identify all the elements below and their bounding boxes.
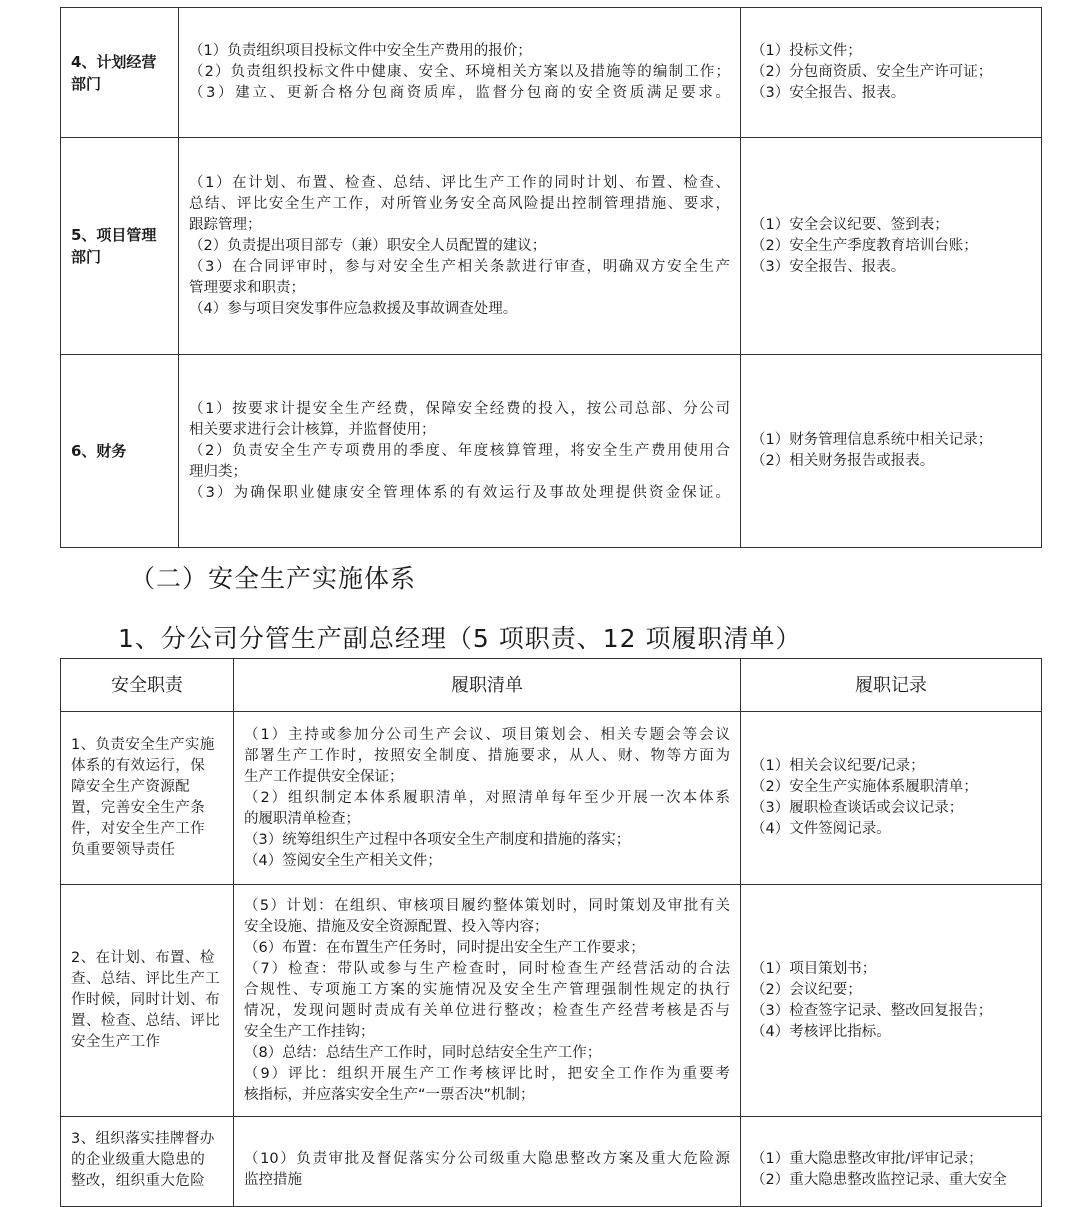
table-row <box>61 138 1042 355</box>
safety-duty-line: 安全生产工作 <box>71 1034 161 1050</box>
department-duties-line: 理归类； <box>189 463 247 480</box>
safety-duty-line: 1、负责安全生产实施 <box>71 737 215 753</box>
department-records-line: （1）投标文件； <box>751 43 862 59</box>
safety-duty-line: 整改，组织重大危险 <box>71 1173 206 1189</box>
department-duties-line: （2）负责组织投标文件中健康、安全、环境相关方案以及措施等的编制工作； <box>189 64 730 80</box>
safety-duty <box>61 712 234 885</box>
header-safety-duty: 安全职责 <box>61 659 234 712</box>
department-name <box>61 138 179 355</box>
department-duties <box>179 138 741 355</box>
table-header-row <box>61 659 1042 712</box>
duty-list-line: 情况，发现问题时责成有关单位进行整改；检查生产经营考核是否与 <box>244 1002 730 1019</box>
duty-records-line: （2）会议纪要； <box>751 981 862 998</box>
department-records-line: （2）安全生产季度教育培训台账； <box>751 237 978 254</box>
duty-records-line: （1）重大隐患整改审批/评审记录； <box>751 1151 983 1167</box>
department-duties-line: 相关要求进行会计核算，并监督使用； <box>189 421 436 438</box>
department-name-line: 6、财务 <box>71 442 127 460</box>
safety-duty-line: 负重要领导责任 <box>71 842 176 858</box>
table-row <box>61 8 1042 138</box>
department-records <box>741 138 1042 355</box>
duty-records-line: （1）相关会议纪要/记录； <box>751 758 925 774</box>
table-row <box>61 712 1042 885</box>
duty-list-line: （10）负责审批及督促落实分公司级重大隐患整改方案及重大危险源 <box>244 1151 730 1167</box>
department-name-line: 4、计划经营 <box>71 52 157 71</box>
safety-duty-line: 的企业级重大隐患的 <box>71 1152 206 1168</box>
department-records <box>741 355 1042 548</box>
department-duties-line: （1）按要求计提安全生产经费，保障安全经费的投入，按公司总部、分公司 <box>189 400 730 417</box>
duty-list-line: （5）计划：在组织、审核项目履约整体策划时，同时策划及审批有关 <box>244 897 730 914</box>
duty-records-line: （4）文件签阅记录。 <box>751 821 891 837</box>
safety-duty-line: 置、检查、总结、评比 <box>71 1013 220 1029</box>
duty-records-line: （3）检查签字记录、整改回复报告； <box>751 1002 993 1019</box>
department-name-line: 部门 <box>71 248 102 266</box>
safety-duty-line: 件，对安全生产工作 <box>71 821 206 837</box>
department-records-line: （1）财务管理信息系统中相关记录； <box>751 432 993 448</box>
department-duties-line: （2）负责提出项目部专（兼）职安全人员配置的建议； <box>189 237 547 254</box>
duty-list-line: （2）组织制定本体系履职清单，对照清单每年至少开展一次本体系 <box>244 789 730 806</box>
safety-duty-line: 2、在计划、布置、检 <box>71 950 215 966</box>
safety-duty-line: 障安全生产资源配 <box>71 779 191 795</box>
duty-list <box>234 1117 741 1207</box>
safety-duty-line: 体系的有效运行，保 <box>71 758 206 774</box>
department-records-line: （1）安全会议纪要、签到表； <box>751 216 949 233</box>
duty-list-line: 安全设施、措施及安全资源配置、投入等内容； <box>244 918 549 935</box>
duty-list-line: 的履职清单检查； <box>244 810 360 827</box>
safety-duty-line: 置，完善安全生产条 <box>71 800 206 816</box>
duty-records-line: （1）项目策划书； <box>751 960 877 977</box>
table-row <box>61 1117 1042 1207</box>
department-duties <box>179 355 741 548</box>
duty-list-line: 核指标，并应落实安全生产“一票否决”机制； <box>244 1086 535 1103</box>
department-name <box>61 355 179 548</box>
duty-list-line: 部署生产工作时，按照安全制度、措施要求，从人、财、物等方面为 <box>244 747 730 764</box>
department-duties-line: （2）负责安全生产专项费用的季度、年度核算管理，将安全生产费用使用合 <box>189 442 730 459</box>
duty-list <box>234 712 741 885</box>
duty-records-line: （3）履职检查谈话或会议记录； <box>751 800 964 816</box>
duty-records <box>741 1117 1042 1207</box>
duty-records-line: （4）考核评比指标。 <box>751 1023 891 1040</box>
department-duties-table <box>60 7 1042 548</box>
department-duties-line: （1）在计划、布置、检查、总结、评比生产工作的同时计划、布置、检查、 <box>189 174 730 191</box>
department-records-line: （2）分包商资质、安全生产许可证； <box>751 64 993 80</box>
duty-list-line: 合规性、专项施工方案的实施情况及安全生产管理强制性规定的执行 <box>244 981 730 998</box>
duty-records-line: （2）重大隐患整改监控记录、重大安全 <box>751 1172 1007 1188</box>
duty-list-line: （6）布置：在布置生产任务时，同时提出安全生产工作要求； <box>244 939 645 956</box>
duty-list-line: （9）评比：组织开展生产工作考核评比时，把安全工作作为重要考 <box>244 1065 730 1082</box>
department-records-line: （2）相关财务报告或报表。 <box>751 453 935 469</box>
duty-records <box>741 712 1042 885</box>
department-duties-line: （4）参与项目突发事件应急救援及事故调查处理。 <box>189 300 518 317</box>
duty-records <box>741 885 1042 1117</box>
duty-list-line: （7）检查：带队或参与生产检查时，同时检查生产经营活动的合法 <box>244 960 730 977</box>
department-duties-line: 跟踪管理； <box>189 216 262 233</box>
department-duties-line: （3）建立、更新合格分包商资质库，监督分包商的安全资质满足要求。 <box>189 85 730 101</box>
duty-records-line: （2）安全生产实施体系履职清单； <box>751 779 978 795</box>
safety-duty <box>61 885 234 1117</box>
department-name-line: 部门 <box>71 74 102 93</box>
department-duties-line: 总结、评比安全生产工作，对所管业务安全高风险提出控制管理措施、要求， <box>189 195 730 212</box>
duty-list-line: （8）总结：总结生产工作时，同时总结安全生产工作； <box>244 1044 602 1061</box>
header-duty-records: 履职记录 <box>741 659 1042 712</box>
duty-list-line: 生产工作提供安全保证； <box>244 768 404 785</box>
department-duties-line: （3）为确保职业健康安全管理体系的有效运行及事故处理提供资金保证。 <box>189 484 730 501</box>
department-duties-line: （1）负责组织项目投标文件中安全生产费用的报价； <box>189 43 532 59</box>
department-name <box>61 8 179 138</box>
subsection-heading: 1、分公司分管生产副总经理（5 项职责、12 项履职清单） <box>118 624 802 653</box>
table-row <box>61 355 1042 548</box>
duty-list-line: 监控措施 <box>244 1172 302 1188</box>
safety-duty-line: 查、总结、评比生产工 <box>71 971 220 987</box>
vice-manager-duties-table <box>60 658 1042 1207</box>
duty-list-line: （1）主持或参加分公司生产会议、项目策划会、相关专题会等会议 <box>244 726 730 743</box>
duty-list-line: （3）统筹组织生产过程中各项安全生产制度和措施的落实； <box>244 831 631 848</box>
department-records-line: （3）安全报告、报表。 <box>751 85 906 101</box>
safety-duty-line: 3、组织落实挂牌督办 <box>71 1131 215 1147</box>
section-heading: （二）安全生产实施体系 <box>130 564 417 593</box>
department-records-line: （3）安全报告、报表。 <box>751 258 906 275</box>
department-duties-line: （3）在合同评审时，参与对安全生产相关条款进行审查，明确双方安全生产 <box>189 258 730 275</box>
header-duty-list: 履职清单 <box>234 659 741 712</box>
duty-list-line: 安全生产工作挂钩； <box>244 1023 375 1040</box>
duty-list-line: （4）签阅安全生产相关文件； <box>244 852 442 869</box>
department-duties <box>179 8 741 138</box>
department-name-line: 5、项目管理 <box>71 226 157 244</box>
duty-list <box>234 885 741 1117</box>
department-records <box>741 8 1042 138</box>
safety-duty <box>61 1117 234 1207</box>
table-row <box>61 885 1042 1117</box>
safety-duty-line: 作时候，同时计划、布 <box>71 992 220 1008</box>
department-duties-line: 管理要求和职责； <box>189 279 305 296</box>
